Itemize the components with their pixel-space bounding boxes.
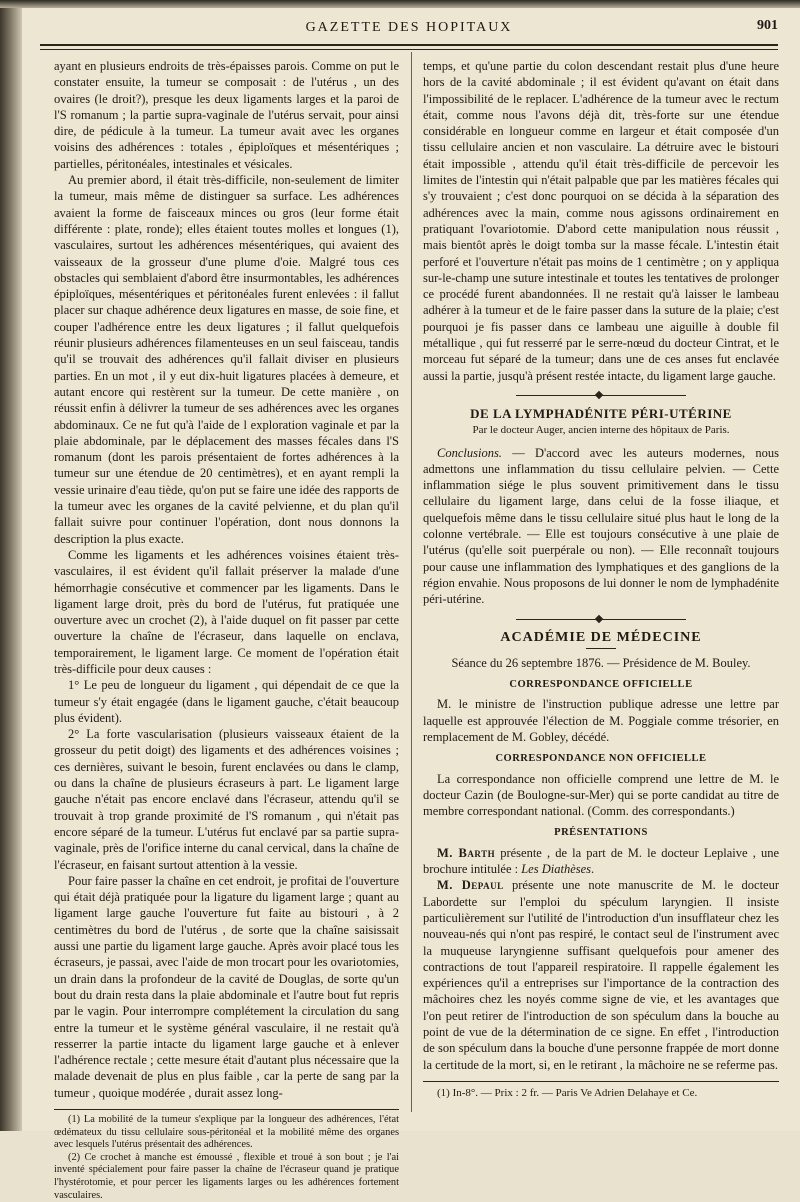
subheading-official: CORRESPONDANCE OFFICIELLE xyxy=(509,679,693,691)
article-byline: Par le docteur Auger, ancien interne des hôpitaux de Paris. xyxy=(472,424,730,437)
header-rule xyxy=(40,44,778,50)
subheading-presentations: PRÉSENTATIONS xyxy=(554,827,648,839)
conclusions-text: — D'accord avec les auteurs modernes, nous admettons une inflammation du tissu cellulaire pelvien. — Cette inflammation siége le plus souvent primitivement dans le tissu cellulaire du ligament large, dans celui de la fosse iliaque, et quelquefois même dans le tissu cellulaire situé plus haut le long de la colonne vertébrale. — Elle est toujours consécutive à une plaie de l'utérus (qu'elle soit puerpérale ou non). — Elle reconnaît toujours pour cause une inflammation des lymphatiques et des ganglions de la région envahie. Nous proposons de lui donner le nom de lymphadénite péri-utérine. xyxy=(423,445,779,607)
running-title: GAZETTE DES HOPITAUX xyxy=(305,20,513,35)
paragraph xyxy=(423,877,779,1073)
paragraph-text: présente une note manuscrite de M. le docteur Labordette sur l'emploi du spéculum laryngien. Il insiste particulièrement sur l'utilité de l'introduction d'un insufflateur chez les nouveau-nés qui n'ont pas respiré, le contact seul de l'instrument avec la muqueuse laryngienne suffisant quelquefois pour amener des contractions de tout l'appareil respiratoire. Il rappelle également les expériences qu'il a entreprises sur l'importance de la contraction des mâchoires chez les noyés comme signe de vie, et les avantages que l'on peut retirer de l'introduction de son spéculum dans la bouche au point de vue de la détermination de ce signe. En effet , l'introduction de son spéculum dans la bouche d'une personne frappée de mort donne la certitude de la mort, si, en le retirant , la mâchoire ne se referme pas. xyxy=(423,878,779,1072)
section-separator xyxy=(516,392,686,398)
footnote: (1) In-8°. — Prix : 2 fr. — Paris Ve Adrien Delahaye et Ce. xyxy=(437,1086,698,1099)
column-divider xyxy=(411,52,412,1112)
speaker-name: M. Depaul xyxy=(437,878,504,893)
brochure-title: Les Diathèses xyxy=(521,862,592,877)
paragraph xyxy=(423,845,779,878)
paragraph: Comme les ligaments et les adhérences voisines étaient très-vasculaires, il est évident qu'il fallait préserver la malade d'une hémorrhagie consécutive et commencer par les ligaments. Dans le ligament large droit, près du bord de l'utérus, fut pratiquée une ouverture avec un crochet (2), à l'aide duquel on fit passer par cette ouverture la chaîne de l'écraseur, dans laquelle on enclava, temporairement, le ligament large. Ce moment de l'opération était très-difficile pour deux causes : xyxy=(54,547,399,676)
section-title: ACADÉMIE DE MÉDECINE xyxy=(500,629,702,645)
page-number: 901 xyxy=(757,18,778,33)
page-top-edge xyxy=(0,0,800,8)
paragraph-text: présente , de la part de M. le docteur Leplaive , une brochure intitulée : xyxy=(423,845,779,877)
conclusions-label: Conclusions. xyxy=(437,445,502,460)
paragraph: M. le ministre de l'instruction publique adresse une lettre par laquelle est approuvée l'élection de M. Poggiale comme trésorier, en remplacement de M. Gobley, décédé. xyxy=(423,697,779,744)
title-rule xyxy=(586,648,616,649)
paragraph: Pour faire passer la chaîne en cet endroit, je profitai de l'ouverture qui était déjà pratiquée pour la ligature du ligament large ; quant au ligament large gauche l'ouverture fut faite au bistouri , à 2 centimètres du bord de l'utérus , de sorte que la chaîne saisissait aussi une partie du ligament large gauche. Après avoir placé tous les écraseurs, je passai, avec l'aide de mon trocart pour les ovariotomies, un drain dans la profondeur de la cavité de Douglas, de sorte qu'un bout du drain resta dans la plaie abdominale et l'autre bout fut repris par le vagin. Pour interrompre complétement la circulation du sang entre la tumeur et le système général vasculaire, il ne restait qu'à resserrer la partie intacte du ligament large gauche et à enlever l'adhérence rectale ; cette mesure était d'autant plus nécessaire que la malade devenait de plus en plus faible , car la perte de sang par la tumeur , quoique modérée , durait assez long- xyxy=(54,873,399,1100)
conclusions-paragraph xyxy=(423,445,779,608)
article-title: DE LA LYMPHADÉNITE PÉRI-UTÉRINE xyxy=(470,405,732,421)
footnote-rule xyxy=(423,1081,779,1082)
session-line: Séance du 26 septembre 1876. — Présidence de M. Bouley. xyxy=(451,655,751,670)
footnote-rule xyxy=(54,1109,399,1110)
paragraph: 2° La forte vascularisation (plusieurs vaisseaux étaient de la grosseur du petit doigt) des ligaments et des adhérences voisines ; ces dernières, suivant le besoin, furent enclavées ou dans le clamp, ou dans la chaîne de plusieurs écraseurs à part. Le ligament large gauche n'était pas encore enclavé dans l'écraseur, attendu qu'il se trouvait à trop grande proximité de l'S romanum , qui n'était pas encore séparé de la tumeur. L'utérus fut enclavé par sa partie supra-vaginale, près de l'orifice interne du canal cervical, dans la chaîne de l'écraseur, en faisant surtout attention à la vessie. xyxy=(54,727,399,872)
paragraph: temps, et qu'une partie du colon descendant restait plus d'une heure hors de la cavité abdominale ; il est évident qu'avant on était dans l'impossibilité de le replacer. L'adhérence de la tumeur avec le rectum était, comme nous l'avons déjà dit, très-forte sur une étendue considérable en longueur comme en largeur et était composée d'un tissu cellulaire ancien et non vasculaire. La détruire avec le bistouri était impossible , attendu qu'il était très-difficile de percevoir les limites de l'intestin qui n'était palpable que par les matières fécales qui s'y trouvaient ; c'est donc pourquoi on se décida à la séparation des adhérences avec la main, comme nous agissons ordinairement en pratiquant l'ovariotomie. D'abord cette manipulation nous réussit , mais bientôt après le doigt tomba sur la masse fécale. L'intestin était perforé et l'ouverture n'était pas moins de 1 centimètre ; on y appliqua sur-le-champ une suture intestinale et toutes les tentatives de prolonger ce procédé furent abandonnées. Il ne restait qu'à laisser le lambeau adhérer à la tumeur et de le faire passer dans la suture de la plaie; c'est pourquoi je fis passer dans ce lambeau une aiguille à double fil métallique , qui fut resserré par le serre-nœud du docteur Cintrat, et le morceau fut séparé de la tumeur; dans une de ces anses fut enclavée aussi la partie, jusqu'à présent restée intacte, du ligament large gauche. xyxy=(423,59,779,383)
speaker-name: M. Barth xyxy=(437,845,496,860)
page-binding-shadow xyxy=(0,0,22,1131)
paragraph: La correspondance non officielle comprend une lettre de M. le docteur Cazin (de Boulogne-sur-Mer) qui se porte candidat au titre de membre correspondant national. (Comm. des correspondants.) xyxy=(423,771,779,819)
left-column xyxy=(54,58,399,1202)
right-column xyxy=(423,58,779,1100)
footnote: (1) La mobilité de la tumeur s'explique par la longueur des adhérences, l'état œdémateux du tissu cellulaire sous-péritonéal et la mobilité même des organes avec lesquels l'utérus présentait des adhérences. xyxy=(54,1114,399,1151)
paragraph: 1° Le peu de longueur du ligament , qui dépendait de ce que la tumeur s'y était engagée (dans le ligament gauche, c'était beaucoup plus évident). xyxy=(54,678,399,725)
subheading-nonofficial: CORRESPONDANCE NON OFFICIELLE xyxy=(495,753,707,765)
footnote: (2) Ce crochet à manche est émoussé , flexible et troué à son bout ; je l'ai inventé spécialement pour faire passer la chaîne de l'écraseur quand je pratique l'hystérotomie, et pour percer les ligaments larges ou les adhérences fortement vasculaires. xyxy=(54,1151,399,1201)
section-separator xyxy=(516,616,686,622)
paragraph: Au premier abord, il était très-difficile, non-seulement de limiter la tumeur, mais même de distinguer sa surface. Les adhérences avaient la forme de faisceaux minces ou gros (leur forme était différente : plate, ronde); elles étaient toutes molles et longues (1), vasculaires, surtout les adhérences mésentériques, qui avaient des vaisseaux de la grosseur d'une plume d'oie. Malgré tous ces obstacles qui semblaient d'abord être insurmontables, les adhérences épiploïques, mésentériques et péritonéales furent enlevées : il fallut placer sur chaque adhérence deux ligatures en masse, de soie fine, et couper l'adhérence entre les deux ligatures ; il fallut quelquefois réunir plusieurs adhérences filamenteuses en un seul faisceau, tandis qu'il se trouvait des adhérences qu'il fallait diviser en plusieurs parties. En un mot , il y eut dix-huit ligatures placées à demeure, et autant encore qui restèrent sur la tumeur. De cette manière , on réussit enfin à délivrer la tumeur de ses adhérences avec les organes abdominaux. Ce ne fut qu'à l'aide de l exploration vaginale et par la plaie abdominale, par le déplacement des masses fécales dans l'S romanum (dont les parois présentaient de fortes adhérences à la tumeur sur une étendue de 20 centimètres), et en ayant rempli la vessie urinaire d'eau tiède, qu'on put se faire une idée des rapports de la tumeur avec les organes de la cavité pelvienne, et du plan qu'il fallait suivre pour continuer l'opération, dont nous donnons la description la plus exacte. xyxy=(54,173,400,546)
paragraph-end: . xyxy=(591,862,595,877)
paragraph: ayant en plusieurs endroits de très-épaisses parois. Comme on put le constater ensuite, la tumeur se composait : de l'utérus , un des ovaires (le droit?), presque les deux ligaments larges et la paroi de l'S romanum ; la partie supra-vaginale de l'utérus servait, pour ainsi dire, de pédicule à la tumeur. La tumeur avait avec les organes voisins des adhérences : totales , épiploïques et mésentériques ; partielles, péritonéales, intestinales et vésicales. xyxy=(54,59,399,171)
page-header xyxy=(40,14,778,46)
